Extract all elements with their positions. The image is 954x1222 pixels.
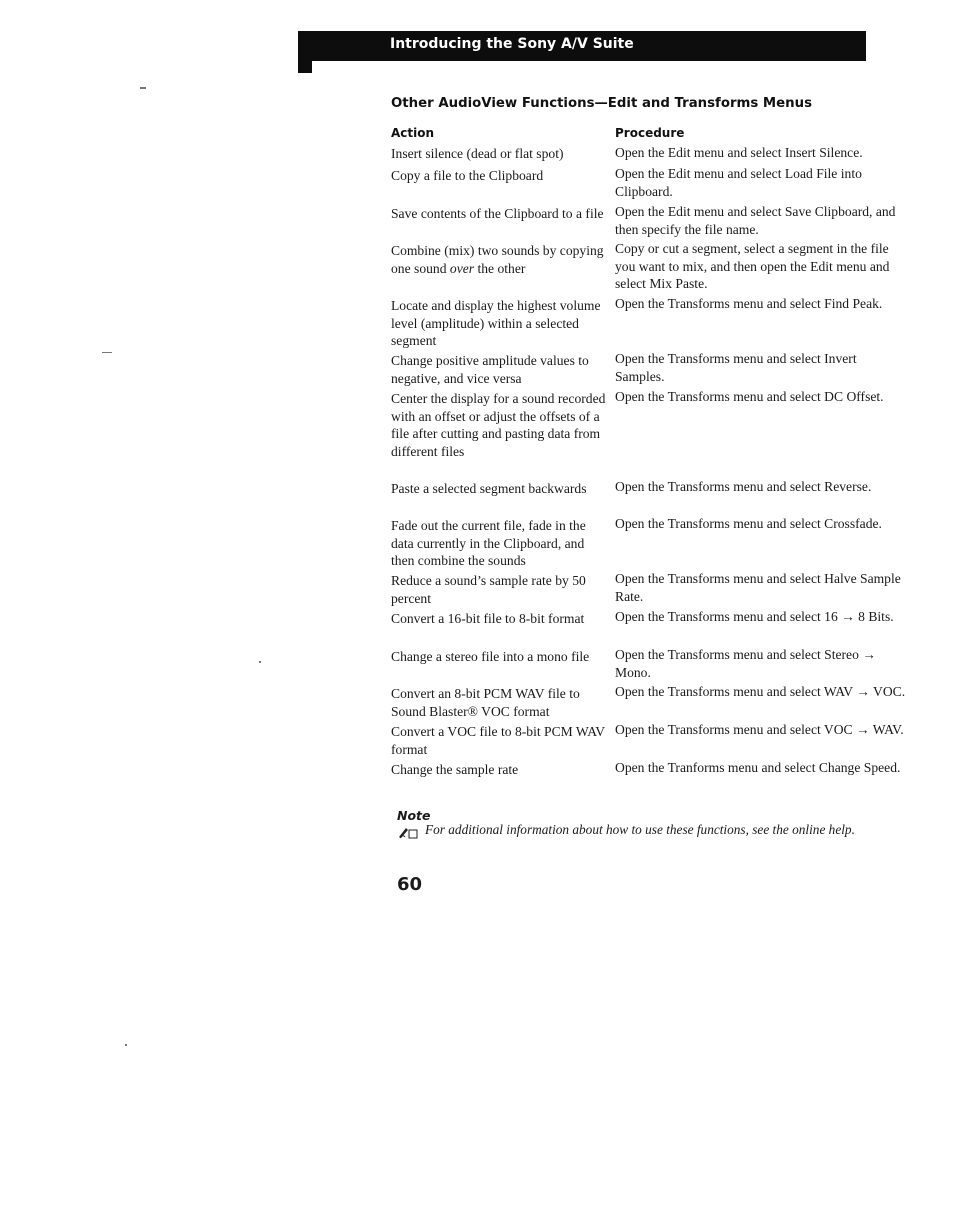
page-number: 60 (397, 874, 423, 895)
action-cell (391, 242, 609, 277)
procedure-cell: Open the Transforms menu and select Stereo → Mono. (615, 647, 876, 680)
action-cell: Insert silence (dead or flat spot) (391, 146, 564, 161)
note-text: For additional information about how to use these functions, see the online help. (425, 822, 855, 837)
procedure-cell: Open the Transforms menu and select Crossfade. (615, 516, 882, 531)
action-cell: Locate and display the highest volume level (amplitude) within a selected segment (391, 298, 601, 348)
action-cell: Center the display for a sound recorded with an offset or adjust the offsets of a file after cutting and pasting data from different files (391, 391, 606, 459)
procedure-cell: Open the Transforms menu and select WAV → VOC. (615, 684, 906, 699)
procedure-cell: Open the Transforms menu and select 16 → 8 Bits. (615, 609, 894, 624)
action-cell: Convert an 8-bit PCM WAV file to Sound Blaster® VOC format (391, 686, 580, 719)
procedure-cell: Open the Transforms menu and select DC Offset. (615, 389, 884, 404)
note-label: Note (397, 808, 431, 823)
procedure-cell: Open the Edit menu and select Save Clipboard, and then specify the file name. (615, 204, 896, 237)
scan-speck (125, 1044, 127, 1046)
action-cell: Change the sample rate (391, 762, 519, 777)
section-title: Other AudioView Functions—Edit and Transforms Menus (391, 96, 813, 111)
chapter-title: Introducing the Sony A/V Suite (390, 36, 634, 52)
procedure-cell: Open the Transforms menu and select VOC → WAV. (615, 722, 904, 737)
action-cell: Convert a 16-bit file to 8-bit format (391, 611, 585, 626)
action-cell: Fade out the current file, fade in the data currently in the Clipboard, and then combine the sounds (391, 518, 586, 568)
procedure-cell: Copy or cut a segment, select a segment in the file you want to mix, and then open the Edit menu and select Mix Paste. (615, 241, 890, 291)
action-text: the other (474, 260, 526, 276)
procedure-cell: Open the Transforms menu and select Reverse. (615, 479, 872, 494)
procedure-cell: Open the Edit menu and select Insert Silence. (615, 145, 863, 160)
procedure-cell: Open the Edit menu and select Load File into Clipboard. (615, 166, 862, 199)
scan-speck (259, 661, 261, 663)
procedure-cell: Open the Transforms menu and select Halve Sample Rate. (615, 571, 901, 604)
column-header-procedure: Procedure (615, 126, 685, 140)
action-emphasis: over (449, 260, 475, 276)
action-cell: Change a stereo file into a mono file (391, 649, 590, 664)
scan-speck (140, 87, 146, 89)
scan-speck (102, 352, 112, 353)
action-text: Combine (mix) two sounds by copying one sound (391, 243, 604, 276)
procedure-cell: Open the Transforms menu and select Invert Samples. (615, 351, 857, 384)
pencil-note-icon (398, 825, 418, 839)
action-cell: Convert a VOC file to 8-bit PCM WAV format (391, 724, 605, 757)
action-cell: Save contents of the Clipboard to a file (391, 206, 604, 221)
action-cell: Paste a selected segment backwards (391, 481, 587, 496)
column-header-action: Action (391, 126, 435, 140)
action-cell: Change positive amplitude values to negative, and vice versa (391, 353, 589, 386)
action-cell: Reduce a sound’s sample rate by 50 percent (391, 573, 586, 606)
procedure-cell: Open the Tranforms menu and select Change Speed. (615, 760, 901, 775)
action-cell: Copy a file to the Clipboard (391, 168, 544, 183)
procedure-cell: Open the Transforms menu and select Find Peak. (615, 296, 883, 311)
